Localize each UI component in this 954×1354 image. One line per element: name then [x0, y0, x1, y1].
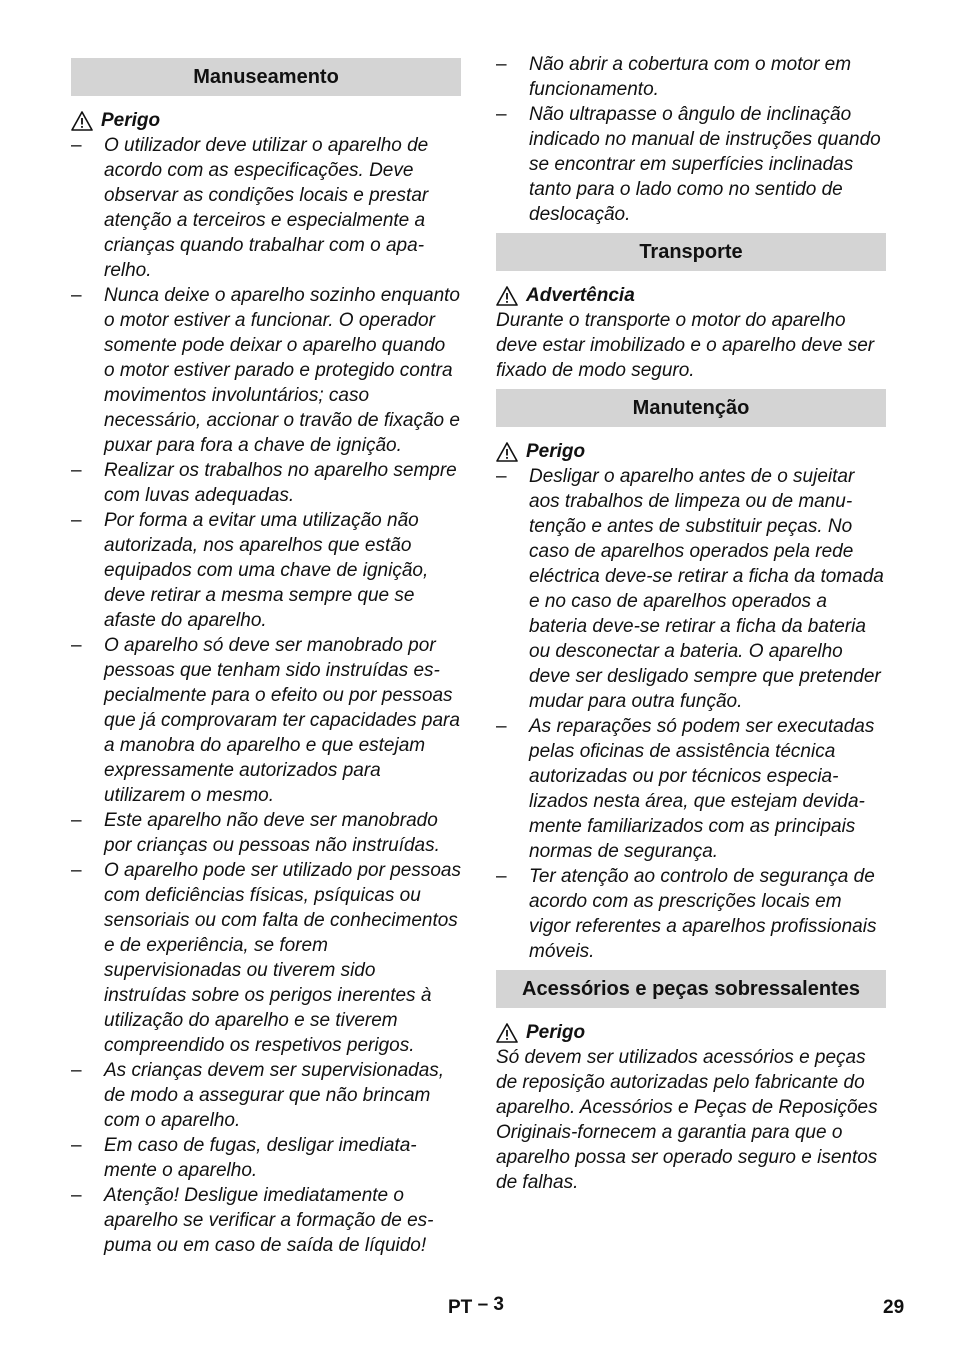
handling-safety-list [71, 133, 461, 1258]
page-number: 29 [883, 1297, 905, 1318]
section-heading-transporte: Transporte [496, 233, 886, 271]
list-item: – Não ultrapasse o ângulo de inclinação indicado no manual de instruções quando se encontrar em superfícies inclinadas tanto para o lado como no sentido de deslocação. [496, 102, 886, 227]
left-column [71, 56, 461, 1258]
list-item: – Por forma a evitar uma utilização não autorizada, nos aparelhos que estão equipados com uma chave de ignição, deve retirar a mesma sempre que se afaste do aparelho. [71, 508, 461, 633]
list-item: – Nunca deixe o aparelho sozinho enquanto o motor estiver a funcionar. O operador somente pode deixar o aparelho quando o motor estiver parado e protegido contra movimentos involuntários; caso necessário, accionar o travão de fixação e puxar para fora a chave de ignição. [71, 283, 461, 458]
list-item: – Desligar o aparelho antes de o sujeitar aos trabalhos de limpeza ou de manutenção e antes de substituir peças. No caso de aparelhos operados pela rede eléctrica deve-se retirar a ficha da tomada e no caso de aparelhos operados a bateria deve-se retirar a ficha da bateria ou desconectar a bateria. O aparelho deve ser desligado sempre que pretender mudar para outra função. [496, 464, 886, 714]
section-heading-manutencao: Manutenção [496, 389, 886, 427]
list-item: – Ter atenção ao controlo de segurança de acordo com as prescrições locais em vigor referentes a aparelhos profissionais móveis. [496, 864, 886, 964]
warning-triangle-icon [496, 286, 518, 306]
warning-label-perigo [71, 108, 461, 133]
list-item: – O utilizador deve utilizar o aparelho de acordo com as especificações. Deve observar as condições locais e prestar atenção a terceiros e especialmente a crianças quando trabalhar com o aparelho. [71, 133, 461, 283]
warning-text: Perigo [101, 110, 161, 131]
accessories-text: Só devem ser utilizados acessórios e peças de reposição autorizadas pelo fabricante do aparelho. Acessórios e Peças de Reposições Originais-fornecem a garantia para que o aparelho possa ser operado seguro e isentos de falhas. [496, 1047, 878, 1193]
transport-text: Durante o transporte o motor do aparelho deve estar imobilizado e o aparelho deve ser fixado de modo seguro. [496, 310, 875, 381]
section-heading-manuseamento: Manuseamento [71, 58, 461, 96]
warning-label-advertencia [496, 283, 886, 308]
maintenance-list [496, 464, 886, 964]
footer-section-page: – 3 [477, 1294, 504, 1315]
list-item: – Realizar os trabalhos no aparelho sempre com luvas adequadas. [71, 458, 461, 508]
list-item: – As crianças devem ser supervisionadas, de modo a assegurar que não brincam com o aparelho. [71, 1058, 461, 1133]
warning-text: Perigo [526, 441, 586, 462]
list-item: – Atenção! Desligue imediatamente o aparelho se verificar a formação de espuma ou em caso de saída de líquido! [71, 1183, 461, 1258]
footer-language: PT [448, 1297, 473, 1318]
warning-label-perigo [496, 1020, 886, 1045]
warning-text: Perigo [526, 1022, 586, 1043]
warning-triangle-icon [496, 442, 518, 462]
warning-triangle-icon [71, 111, 93, 131]
warning-label-perigo [496, 439, 886, 464]
section-heading-acessorios: Acessórios e peças sobressalentes [496, 970, 886, 1008]
footer-language-section [448, 1294, 504, 1319]
handling-continued-list [496, 52, 886, 227]
warning-text: Advertência [526, 285, 635, 306]
list-item: – As reparações só podem ser executadas pelas oficinas de assistência técnica autorizadas ou por técnicos especializados nesta área, que estejam devidamente familiarizados com as principais normas de segurança. [496, 714, 886, 864]
list-item: – O aparelho pode ser utilizado por pessoas com deficiências físicas, psíquicas ou sensoriais ou com falta de conhecimentos e de experiência, se forem supervisionadas ou tiverem sido instruídas sobre os perigos inerentes à utilização do aparelho e se tiverem compreendido os respetivos perigos. [71, 858, 461, 1058]
list-item: – O aparelho só deve ser manobrado por pessoas que tenham sido instruídas especialmente para o efeito ou por pessoas que já comprovaram ter capacidades para a manobra do aparelho e que estejam expressamente autorizados para utilizarem o mesmo. [71, 633, 461, 808]
warning-triangle-icon [496, 1023, 518, 1043]
right-column [496, 52, 886, 1195]
list-item: – Não abrir a cobertura com o motor em funcionamento. [496, 52, 886, 102]
list-item: – Este aparelho não deve ser manobrado por crianças ou pessoas não instruídas. [71, 808, 461, 858]
list-item: – Em caso de fugas, desligar imediatamente o aparelho. [71, 1133, 461, 1183]
